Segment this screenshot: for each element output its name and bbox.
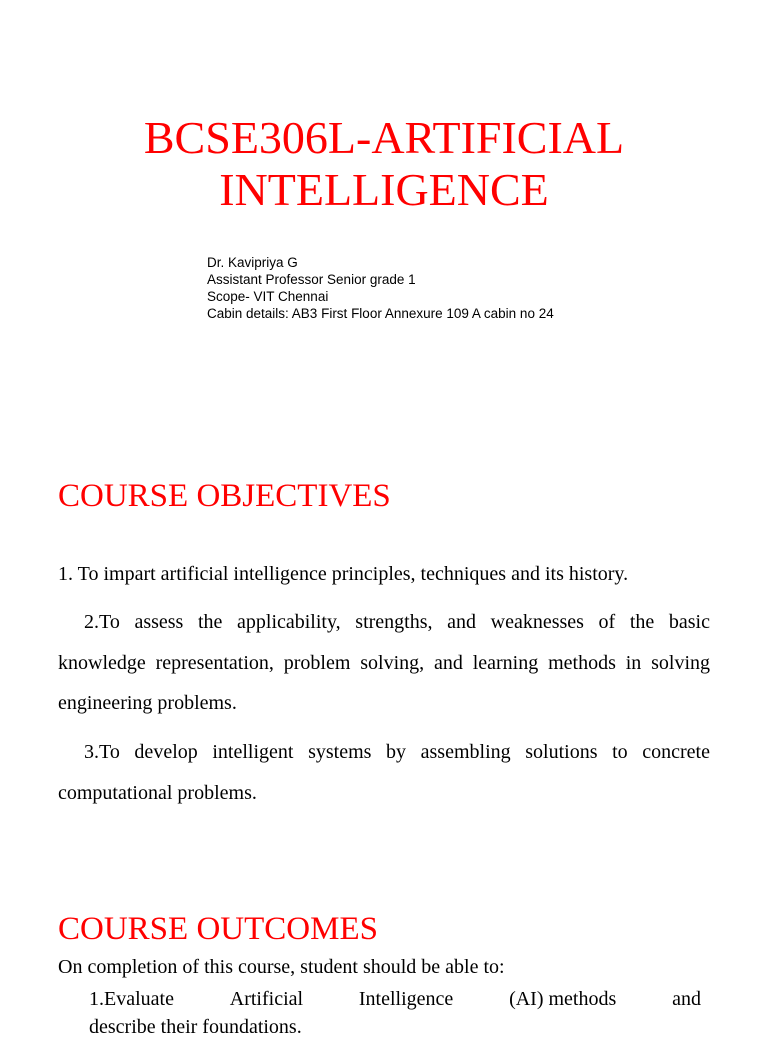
- course-title-line-1: BCSE306L-ARTIFICIAL: [143, 112, 625, 163]
- presenter-name: Dr. Kavipriya G: [207, 255, 298, 270]
- course-title: [0, 112, 768, 216]
- objective-item-1: 1. To impart artificial intelligence principles, techniques and its history.: [58, 563, 629, 585]
- presenter-designation: Assistant Professor Senior grade 1: [207, 272, 416, 287]
- course-objectives-heading: COURSE OBJECTIVES: [58, 478, 391, 514]
- objective-item-2: 2.To assess the applicability, strengths, and weaknesses of the basic knowledge representation, problem solving, and learning methods in solving engineering problems.: [58, 611, 710, 714]
- outcomes-intro: On completion of this course, student should be able to:: [58, 956, 505, 978]
- outcome-word: and: [672, 988, 701, 1010]
- outcome-item-1-line-1: [89, 985, 701, 1013]
- outcome-word: (AI) methods: [509, 988, 617, 1010]
- objective-item-3: 3.To develop intelligent systems by assembling solutions to concrete computational problems.: [58, 741, 710, 804]
- course-title-line-2: INTELLIGENCE: [219, 164, 549, 215]
- outcome-word: Intelligence: [358, 988, 454, 1010]
- presenter-school: Scope- VIT Chennai: [207, 289, 329, 304]
- outcome-word: 1.Evaluate: [89, 988, 174, 1010]
- presenter-cabin: Cabin details: AB3 First Floor Annexure 109 A cabin no 24: [207, 306, 554, 321]
- outcome-item-1-line-2: describe their foundations.: [89, 1016, 302, 1038]
- course-outcomes-heading: COURSE OUTCOMES: [58, 911, 378, 947]
- outcome-word: Artificial: [229, 988, 304, 1010]
- presenter-details: [207, 254, 554, 322]
- outcome-item-1: [89, 985, 701, 1041]
